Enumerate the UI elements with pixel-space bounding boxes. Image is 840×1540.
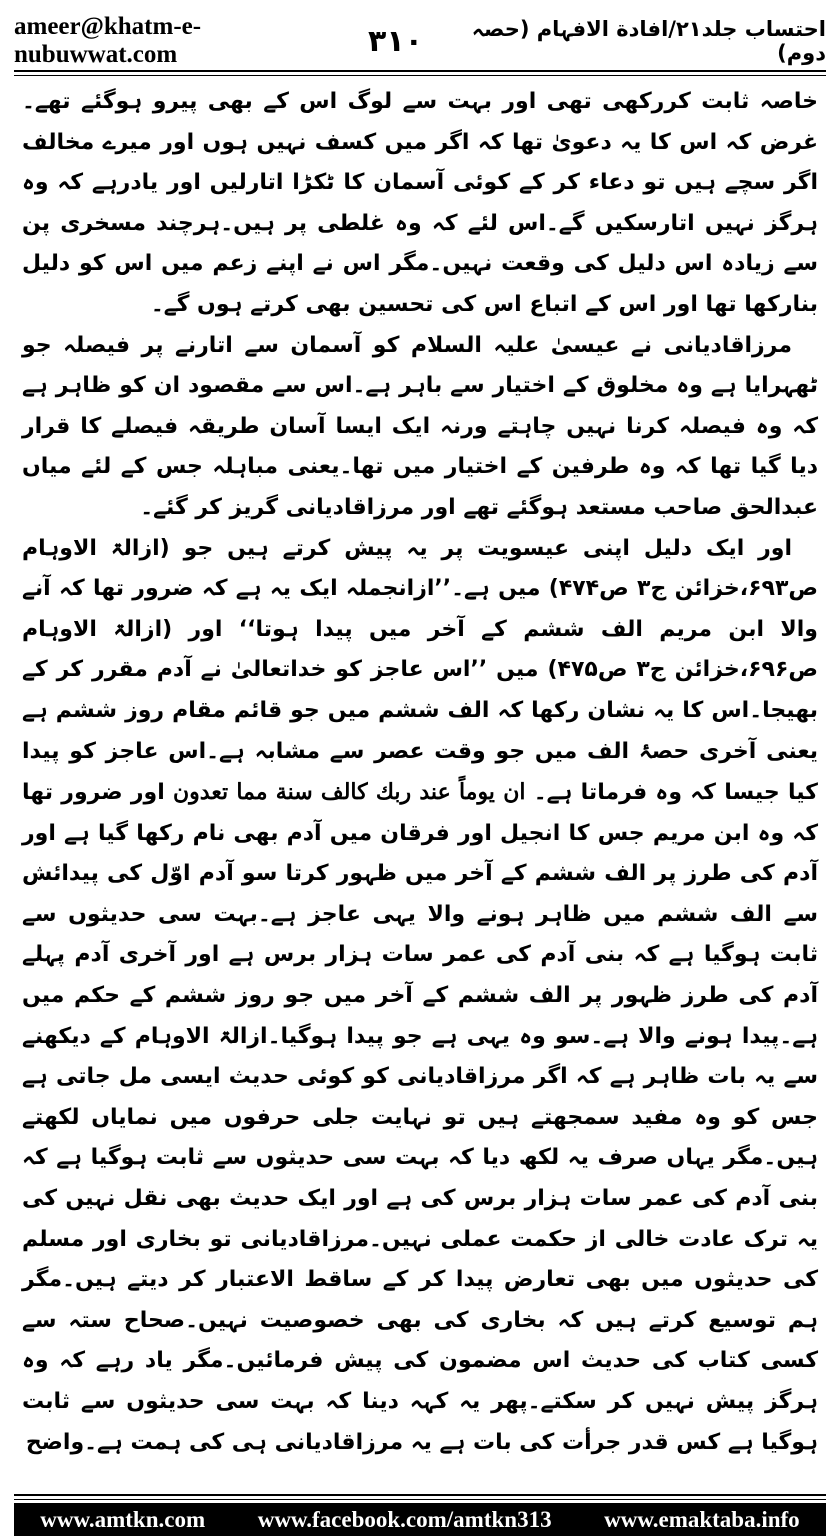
footer-link-amtkn[interactable]: www.amtkn.com — [40, 1506, 206, 1532]
footer-link-emaktaba[interactable]: www.emaktaba.info — [604, 1506, 800, 1532]
header-divider-thin — [14, 75, 826, 76]
paragraph-3-part-2: اور ضرور تھا کہ وہ ابن مریم جس کا انجیل اور فرقان میں آدم بھی نام رکھا گیا ہے اور آدم کی طرز پر الف ششم کے آخر میں ظہور کرتا سو آدم اوّل کی پیدائش سے الف ششم میں ظاہر ہونے والا یہی عاجز ہے۔بہت سی حدیثوں سے ثابت ہوگیا ہے کہ بنی آدم کی عمر سات ہزار برس ہے اور آخری آدم پہلے آدم کی طرز ظہور پر الف ششم کے آخر میں جو روز ششم کے حکم میں ہے۔پیدا ہونے والا ہے۔سو وہ یہی ہے جو پیدا ہوگیا۔ازالۃ الاوہام کے دیکھنے سے یہ بات ظاہر ہے کہ اگر مرزاقادیانی کو کوئی حدیث ایسی مل جاتی ہے جس کو وہ مفید سمجھتے ہیں تو نہایت جلی حرفوں میں نمایاں لکھتے ہیں۔مگر یہاں صرف یہ لکھ دیا کہ بہت سی حدیثوں سے ثابت ہوگیا ہے کہ بنی آدم کی عمر سات ہزار برس کی ہے اور ایک حدیث بھی نقل نہیں کی یہ ترک عادت خالی از حکمت عملی نہیں۔مرزاقادیانی تو بخاری اور مسلم کی حدیثوں میں بھی تعارض پیدا کر کے ساقط الاعتبار کر دیتے ہیں۔مگر ہم توسیع کرتے ہیں کہ بخاری کی بھی خصوصیت نہیں۔صحاح ستہ سے کسی کتاب کی حدیث اس مضمون کی پیش فرمائیں۔مگر یاد رہے کہ وہ ہرگز پیش نہیں کر سکتے۔پھر یہ کہہ دینا کہ بہت سی حدیثوں سے ثابت ہوگیا ہے کس قدر جرأت کی بات ہے یہ مرزاقادیانی ہی کی ہمت ہے۔واضح — [22, 780, 818, 1455]
footer-link-facebook[interactable]: www.facebook.com/amtkn313 — [257, 1506, 552, 1532]
page-footer — [14, 1503, 826, 1536]
quran-verse: ان یوماً عند ربك كالف سنة مما تعدون — [173, 779, 526, 806]
paragraph-3-part-1: اور ایک دلیل اپنی عیسویت پر یہ پیش کرتے ہیں جو (ازالۃ الاوہام ص۶۹۳،خزائن ج۳ ص۴۷۴) میں ہے۔’’ازانجملہ ایک یہ ہے کہ ضرور تھا کہ آنے والا ابن مریم الف ششم کے آخر میں پیدا ہوتا‘‘ اور (ازالۃ الاوہام ص۶۹۶،خزائن ج۳ ص۴۷۵) میں ’’اس عاجز کو خداتعالیٰ نے آدم مقرر کر کے بھیجا۔اس کا یہ نشان رکھا کہ الف ششم میں جو قائم مقام روز ششم ہے یعنی آخری حصۂ الف میں جو وقت عصر سے مشابہ ہے۔اس عاجز کو پیدا کیا جیسا کہ وہ فرماتا ہے۔ — [22, 535, 818, 806]
header-email[interactable]: ameer@khatm-e-nubuwwat.com — [14, 13, 202, 68]
paragraph-3 — [22, 529, 818, 1464]
footer-divider — [14, 1494, 826, 1496]
page-number: ۳۱۰ — [368, 23, 423, 59]
page-body — [22, 82, 818, 1463]
paragraph-2: مرزاقادیانی نے عیسیٰ علیہ السلام کو آسمان سے اتارنے پر فیصلہ جو ٹھہرایا ہے وہ مخلوق کے اختیار سے باہر ہے۔اس سے مقصود ان کو ظاہر ہے کہ وہ فیصلہ کرنا نہیں چاہتے ورنہ ایک ایسا آسان طریقہ فیصلے کا قرار دیا گیا تھا کہ وہ طرفین کے اختیار میں تھا۔یعنی مباہلہ جس کے لئے میاں عبدالحق صاحب مستعد ہوگئے تھے اور مرزاقادیانی گریز کر گئے۔ — [22, 332, 818, 520]
paragraph-1: خاصہ ثابت کررکھی تھی اور بہت سے لوگ اس کے بھی پیرو ہوگئے تھے۔غرض کہ اس کا یہ دعویٰ تھا کہ اگر میں کسف نہیں ہوں اور میرے مخالف اگر سچے ہیں تو دعاء کر کے کوئی آسمان کا ٹکڑا اتارلیں اور یادرہے کہ وہ ہرگز نہیں اتارسکیں گے۔اس لئے کہ وہ غلطی پر ہیں۔ہرچند مسخری پن سے زیادہ اس دلیل کی وقعت نہیں۔مگر اس نے اپنے زعم میں اس کو دلیل بنارکھا تھا اور اس کے اتباع اس کی تحسین بھی کرتے ہوں گے۔ — [22, 89, 818, 317]
footer-divider-thin — [14, 1499, 826, 1500]
header-divider — [14, 70, 826, 72]
page-header — [14, 14, 826, 68]
running-title: احتساب جلد۲۱/افادة الافہام (حصہ دوم) — [471, 17, 826, 65]
